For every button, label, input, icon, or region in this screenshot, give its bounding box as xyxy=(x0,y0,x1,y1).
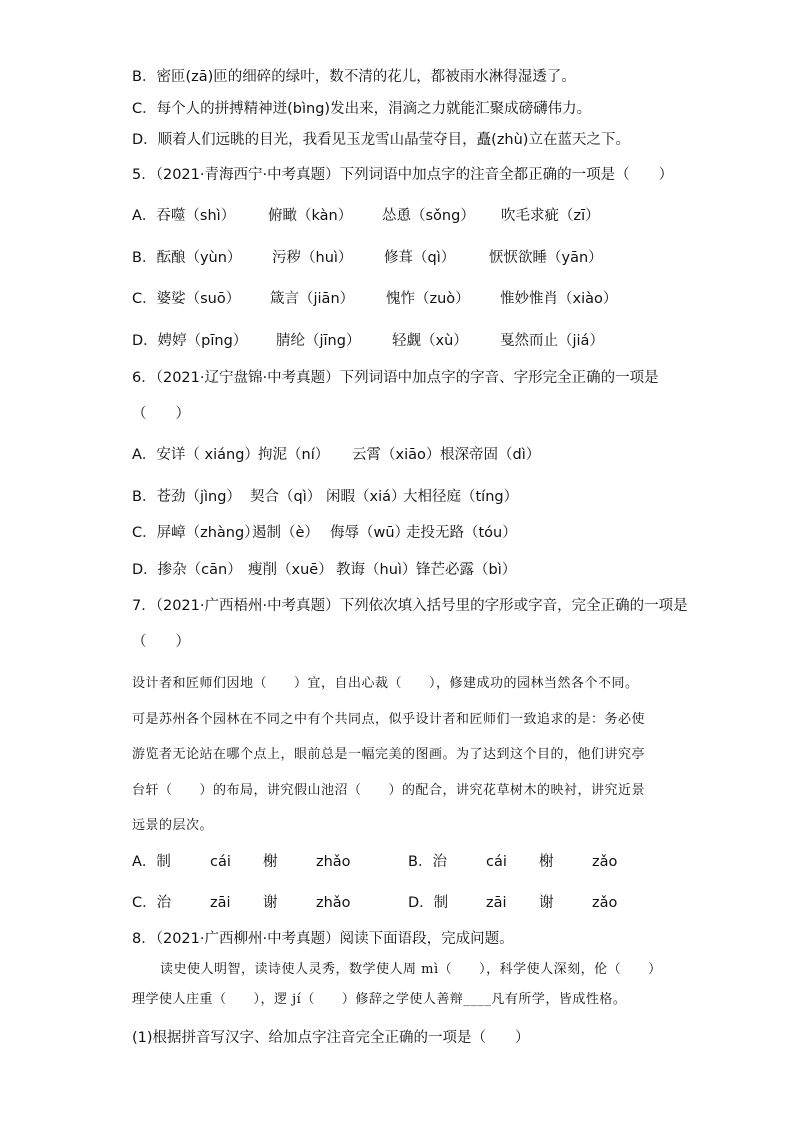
q5-a-1: A．吞噬（shì） xyxy=(132,208,236,224)
q6-c-2: 遏制（è） xyxy=(252,525,319,541)
q5-b-3: 修葺（qì） xyxy=(384,250,456,266)
q7-b-3: 榭 xyxy=(539,854,554,870)
q6-d-4: 锋芒必露（bì） xyxy=(416,562,517,578)
q5-a-4: 吹毛求疵（zī） xyxy=(501,208,600,224)
q7-b-1: B．治 xyxy=(408,854,447,870)
q5-a-3: 怂恿（sǒng） xyxy=(382,208,475,224)
q7-answer-paren: （ ） xyxy=(132,634,190,650)
q6-c-1: C．屏嶂（zhàng） xyxy=(132,525,259,541)
q6-c-4: 走投无路（tóu） xyxy=(406,525,517,541)
q5-b-1: B．酝酿（yùn） xyxy=(132,250,242,266)
q7-a-1: A．制 xyxy=(132,854,171,870)
q7-d-2: zāi xyxy=(486,895,507,911)
q5-c-3: 愧怍（zuò） xyxy=(386,291,470,307)
q6-b-1: B．苍劲（jìng） xyxy=(132,489,241,505)
q7-c-4: zhǎo xyxy=(316,895,351,911)
q7-passage-line: 设计者和匠师们因地（ ）宜，自出心裁（ ），修建成功的园林当然各个不同。 xyxy=(132,676,639,691)
q8-subquestion-1: (1)根据拼音写汉字、给加点字注音完全正确的一项是（ ） xyxy=(132,1030,530,1046)
q7-c-1: C．治 xyxy=(132,895,172,911)
q6-answer-paren: （ ） xyxy=(132,406,190,422)
q6-a-4: 根深帝固（dì） xyxy=(440,447,541,463)
q7-d-3: 谢 xyxy=(539,895,554,911)
q6-d-1: D．掺杂（cān） xyxy=(132,562,242,578)
q7-passage-line: 游览者无论站在哪个点上，眼前总是一幅完美的图画。为了达到这个目的，他们讲究亭 xyxy=(132,747,646,762)
q5-b-2: 污秽（huì） xyxy=(272,250,353,266)
q4-option-d: D．顺着人们远眺的目光，我看见玉龙雪山晶莹夺目，矗(zhù)立在蓝天之下。 xyxy=(132,132,630,148)
q7-a-2: cái xyxy=(210,854,231,870)
q7-b-4: zǎo xyxy=(592,854,618,870)
q6-a-1: A．安详（ xiáng） xyxy=(132,447,259,463)
q5-b-4: 恹恹欲睡（yān） xyxy=(489,250,603,266)
q8-passage-line: 读史使人明智，读诗使人灵秀，数学使人周 mì（ ），科学使人深刻，伦（ ） xyxy=(160,962,662,977)
q6-c-3: 侮辱（wū） xyxy=(330,525,410,541)
q6-d-2: 瘦削（xuē） xyxy=(248,562,333,578)
q7-a-4: zhǎo xyxy=(316,854,351,870)
q5-d-3: 轻觑（xù） xyxy=(392,333,468,349)
q7-a-3: 榭 xyxy=(263,854,278,870)
q7-d-1: D．制 xyxy=(408,895,449,911)
q7-b-2: cái xyxy=(486,854,507,870)
q7-stem: 7．（2021·广西梧州·中考真题）下列依次填入括号里的字形或字音，完全正确的一项是 xyxy=(132,598,688,614)
q5-d-2: 腈纶（jīng） xyxy=(276,333,361,349)
q6-b-3: 闲暇（xiá） xyxy=(326,489,406,505)
q8-passage-line: 理学使人庄重（ ），逻 jí（ ）修辞之学使人善辩____凡有所学，皆成性格。 xyxy=(132,992,627,1007)
q5-d-1: D．娉婷（pīng） xyxy=(132,333,248,349)
q4-option-c: C．每个人的拼搏精神迸(bìng)发出来，涓滴之力就能汇聚成磅礴伟力。 xyxy=(132,101,592,117)
q5-d-4: 戛然而止（jiá） xyxy=(500,333,604,349)
q6-stem: 6．（2021·辽宁盘锦·中考真题）下列词语中加点字的字音、字形完全正确的一项是 xyxy=(132,370,659,386)
q6-b-4: 大相径庭（tíng） xyxy=(403,489,519,505)
q7-passage-line: 远景的层次。 xyxy=(132,818,214,833)
q5-stem: 5．（2021·青海西宁·中考真题）下列词语中加点字的注音全都正确的一项是（ ） xyxy=(132,167,674,183)
q5-c-1: C．婆娑（suō） xyxy=(132,291,241,307)
q7-passage-line: 可是苏州各个园林在不同之中有个共同点，似乎设计者和匠师们一致追求的是：务必使 xyxy=(132,712,646,727)
q4-option-b: B．密匝(zā)匝的细碎的绿叶，数不清的花儿，都被雨水淋得湿透了。 xyxy=(132,69,576,85)
q5-a-2: 俯瞰（kàn） xyxy=(268,208,353,224)
q7-d-4: zǎo xyxy=(592,895,618,911)
q5-c-2: 箴言（jiān） xyxy=(270,291,355,307)
q6-a-3: 云霄（xiāo） xyxy=(352,447,441,463)
q6-d-3: 教诲（huì） xyxy=(336,562,417,578)
q7-passage-line: 台轩（ ）的布局，讲究假山池沼（ ）的配合，讲究花草树木的映衬，讲究近景 xyxy=(132,783,646,798)
q5-c-4: 惟妙惟肖（xiào） xyxy=(500,291,618,307)
q7-c-2: zāi xyxy=(210,895,231,911)
q7-c-3: 谢 xyxy=(263,895,278,911)
q8-stem: 8．（2021·广西柳州·中考真题）阅读下面语段，完成问题。 xyxy=(132,931,514,947)
q6-b-2: 契合（qì） xyxy=(250,489,322,505)
q6-a-2: 拘泥（ní） xyxy=(258,447,330,463)
